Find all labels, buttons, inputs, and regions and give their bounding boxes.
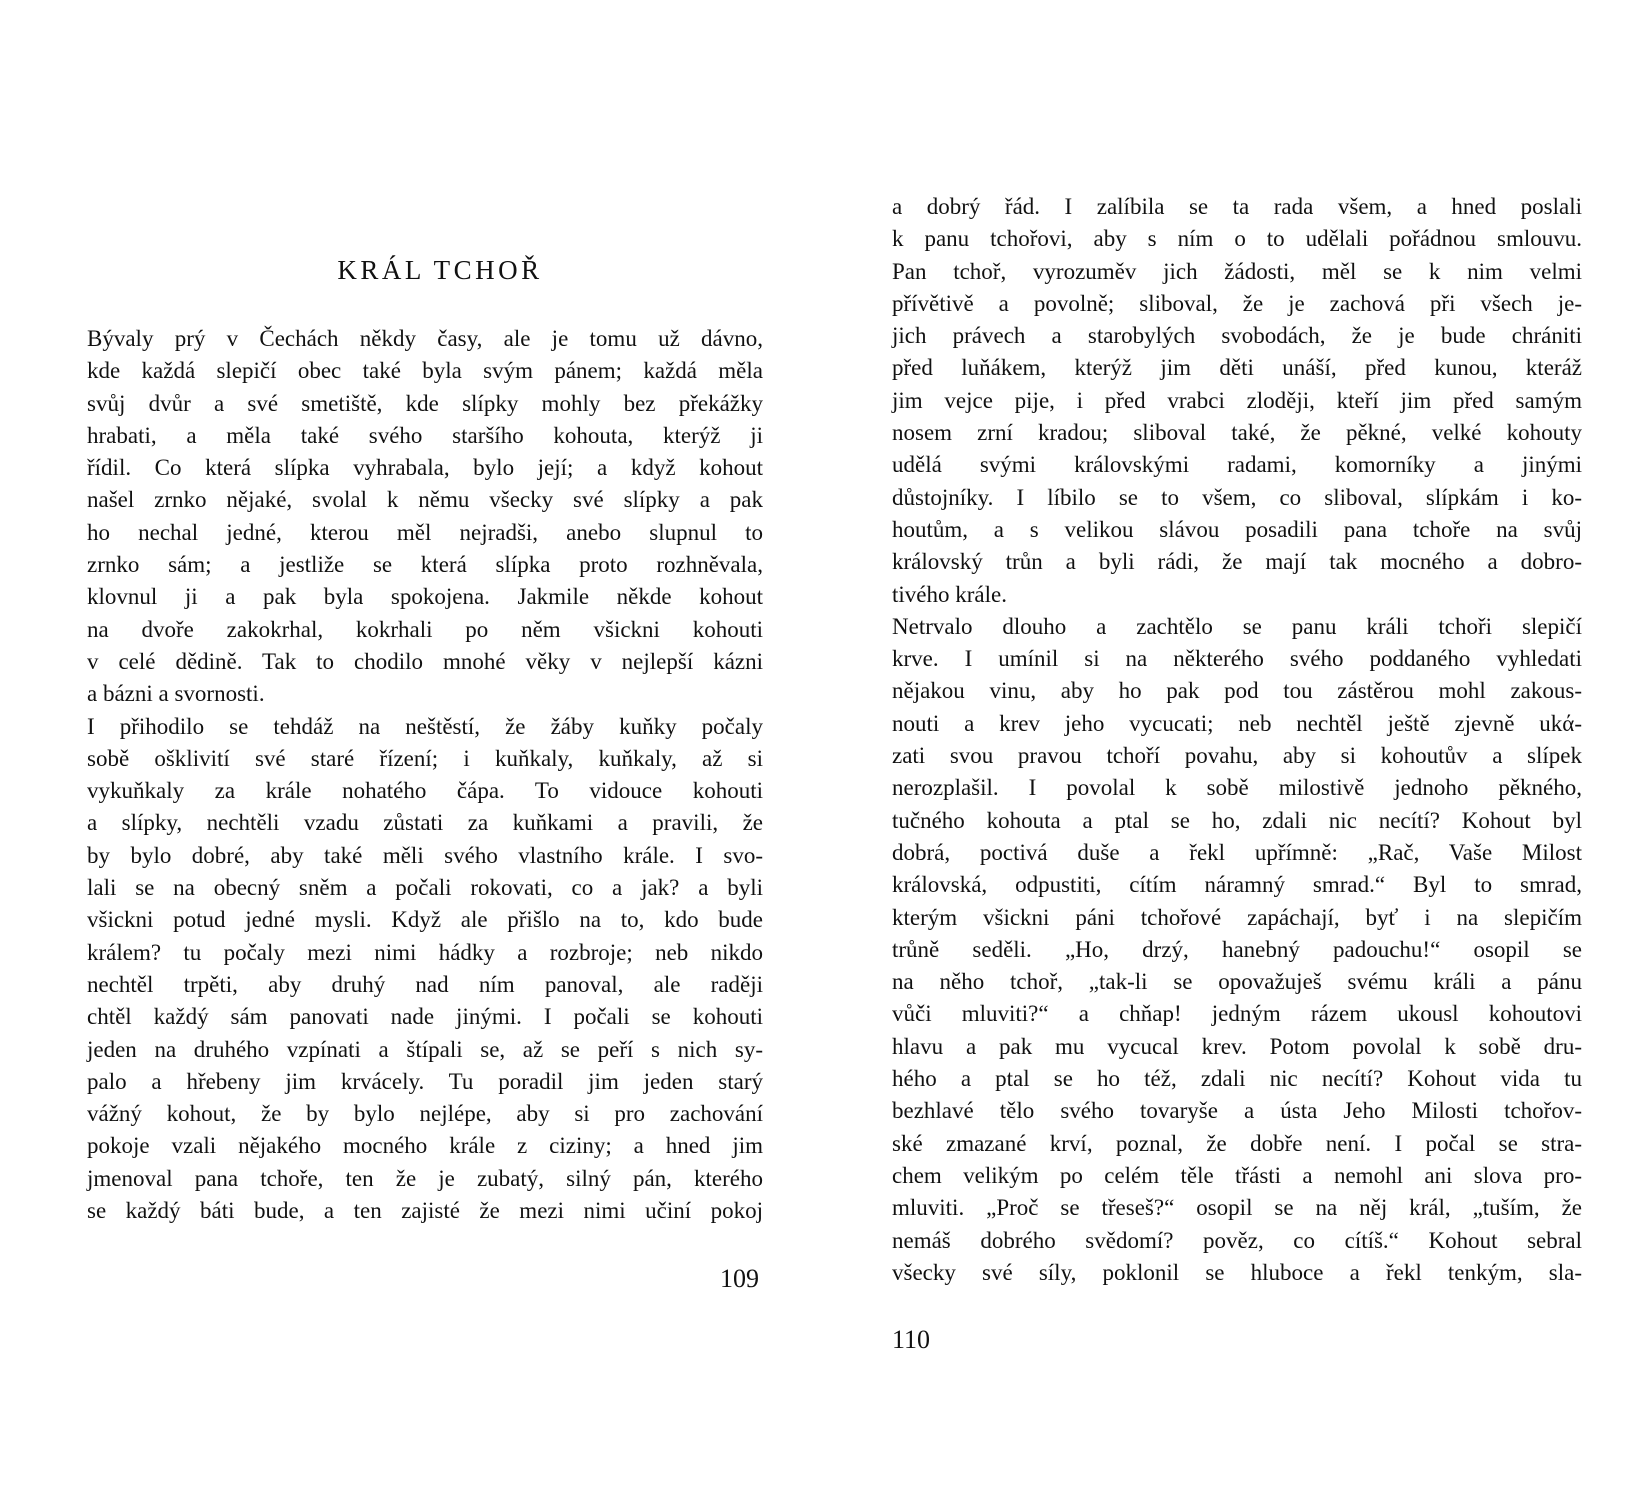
left-page xyxy=(87,250,763,1227)
text-line: Pan tchoř, vyrozuměv jich žádosti, měl se k nim velmi xyxy=(892,258,1582,284)
text-line: mluviti. „Proč se třeseš?“ osopil se na něj král, „tuším, že xyxy=(892,1195,1582,1221)
text-line: ho nechal jedné, kterou měl nejradši, anebo slupnul to xyxy=(87,519,763,545)
text-line: důstojníky. I líbilo se to všem, co sliboval, slípkám i ko- xyxy=(892,484,1582,510)
text-line: klovnul ji a pak byla spokojena. Jakmile někde kohout xyxy=(87,584,763,610)
right-page xyxy=(892,191,1582,1289)
text-line: nechtěl trpěti, aby druhý nad ním panoval, ale raději xyxy=(87,971,763,997)
text-line: nouti a krev jeho vycucati; neb nechtěl ještě zjevně ukά- xyxy=(892,710,1582,736)
text-line: jich právech a starobylých svobodách, že je bude chrániti xyxy=(892,323,1582,349)
text-line: hlavu a pak mu vycucal krev. Potom povolal k sobě dru- xyxy=(892,1033,1582,1059)
text-line: a bázni a svornosti. xyxy=(87,681,265,707)
text-line: palo a hřebeny jim krvácely. Tu poradil jim jeden starý xyxy=(87,1068,763,1094)
text-line: chtěl každý sám panovati nade jinými. I počali se kohouti xyxy=(87,1004,763,1030)
text-line: zrnko sám; a jestliže se která slípka proto rozhněvala, xyxy=(87,552,763,578)
text-line: vykuňkaly za krále nohatého čápa. To vidouce kohouti xyxy=(87,778,763,804)
text-line: na dvoře zakokrhal, kokrhali po něm všickni kohouti xyxy=(87,616,763,642)
text-line: králem? tu počaly mezi nimi hádky a rozbroje; neb nikdo xyxy=(87,939,763,965)
text-line: by bylo dobré, aby také měli svého vlastního krále. I svo- xyxy=(87,842,763,868)
text-line: našel zrnko nějaké, svolal k němu všecky své slípky a pak xyxy=(87,487,763,513)
text-line: před luňákem, kterýž jim děti unáší, před kunou, kteráž xyxy=(892,355,1582,381)
text-line: dobrá, poctivá duše a řekl upřímně: „Rač, Vaše Milost xyxy=(892,839,1582,865)
text-line: a dobrý řád. I zalíbila se ta rada všem, a hned poslali xyxy=(892,194,1582,219)
text-line: na něho tchoř, „tak-li se opovažuješ svému králi a pánu xyxy=(892,969,1582,995)
text-line: královský trůn a byli rádi, že mají tak mocného a dobro- xyxy=(892,549,1582,575)
text-line: houtům, a s velikou slávou posadili pana tchoře na svůj xyxy=(892,516,1582,542)
text-line: udělá svými královskými radami, komorníky a jinými xyxy=(892,452,1582,478)
text-line: jeden na druhého vzpínati a štípali se, až se peří s nich sy- xyxy=(87,1036,763,1062)
text-line: nemáš dobrého svědomí? pověz, co cítíš.“ Kohout sebral xyxy=(892,1227,1582,1253)
text-line: se každý báti bude, a ten zajisté že mezi nimi učiní pokoj xyxy=(87,1198,763,1224)
text-line: Bývaly prý v Čechách někdy časy, ale je tomu už dávno, xyxy=(87,326,763,351)
text-line: řídil. Co která slípka vyhrabala, bylo její; a když kohout xyxy=(87,455,763,481)
text-line: všecky své síly, poklonil se hluboce a řekl tenkým, sla- xyxy=(892,1259,1582,1285)
text-line: hého a ptal se ho též, zdali nic necítí? Kohout vida tu xyxy=(892,1066,1582,1092)
page-number-right: 110 xyxy=(892,1325,931,1354)
text-line: trůně seděli. „Ho, drzý, hanebný padouchu!“ osopil se xyxy=(892,936,1582,962)
text-line: kde každá slepičí obec také byla svým pánem; každá měla xyxy=(87,358,763,384)
left-page-text xyxy=(87,323,763,1227)
text-line: a slípky, nechtěli vzadu zůstati za kuňkami a pravili, že xyxy=(87,810,763,836)
text-line: I přihodilo se tehdáž na neštěstí, že žáby kuňky počaly xyxy=(87,713,763,739)
text-line: přívětivě a povolně; sliboval, že je zachová při všech je- xyxy=(892,290,1582,316)
page-number-left: 109 xyxy=(720,1264,759,1293)
chapter-title: KRÁL TCHOŘ xyxy=(337,255,543,285)
text-line: bezhlavé tělo svého tovaryše a ústa Jeho Milosti tchořov- xyxy=(892,1098,1582,1124)
text-line: k panu tchořovi, aby s ním o to udělali pořádnou smlouvu. xyxy=(892,226,1582,252)
text-line: svůj dvůr a své smetiště, kde slípky mohly bez překážky xyxy=(87,390,763,416)
text-line: zati svou pravou tchoří povahu, aby si kohoutův a slípek xyxy=(892,743,1582,769)
text-line: kterým všickni páni tchořové zapáchají, byť i na slepičím xyxy=(892,904,1582,930)
text-line: Netrvalo dlouho a zachtělo se panu králi tchoři slepičí xyxy=(892,613,1582,639)
text-line: všickni potud jedné mysli. Když ale přišlo na to, kdo bude xyxy=(87,907,763,933)
text-line: jmenoval pana tchoře, ten že je zubatý, silný pán, kterého xyxy=(87,1165,763,1191)
text-line: hrabati, a měla také svého staršího kohouta, kterýž ji xyxy=(87,422,763,448)
text-line: tučného kohouta a ptal se ho, zdali nic necítí? Kohout byl xyxy=(892,807,1582,833)
text-line: ské zmazané krví, poznal, že dobře není. I počal se stra- xyxy=(892,1130,1582,1156)
right-page-text xyxy=(892,191,1582,1289)
text-line: tivého krále. xyxy=(892,581,1007,607)
text-line: vážný kohout, že by bylo nejlépe, aby si pro zachování xyxy=(87,1101,763,1127)
text-line: jim vejce pije, i před vrabci zloději, kteří jim před samým xyxy=(892,387,1582,413)
text-line: nějakou vinu, aby ho pak pod tou zástěrou mohl zakous- xyxy=(892,678,1582,704)
text-line: královská, odpustiti, cítím náramný smrad.“ Byl to smrad, xyxy=(892,872,1582,898)
text-line: nosem zrní kradou; sliboval také, že pěkné, velké kohouty xyxy=(892,420,1582,446)
text-line: vůči mluviti?“ a chňap! jedným rázem ukousl kohoutovi xyxy=(892,1001,1582,1027)
text-line: krve. I umínil si na některého svého poddaného vyhledati xyxy=(892,646,1582,672)
text-line: pokoje vzali nějakého mocného krále z ciziny; a hned jim xyxy=(87,1133,763,1159)
text-line: lali se na obecný sněm a počali rokovati, co a jak? a byli xyxy=(87,875,763,901)
text-line: chem velikým po celém těle třásti a nemohl ani slova pro- xyxy=(892,1162,1582,1188)
text-line: v celé dědině. Tak to chodilo mnohé věky v nejlepší kázni xyxy=(87,648,763,674)
text-line: nerozplašil. I povolal k sobě milostivě jednoho pěkného, xyxy=(892,775,1582,801)
text-line: sobě ošklivití své staré řízení; i kuňkaly, kuňkaly, až si xyxy=(87,745,763,771)
